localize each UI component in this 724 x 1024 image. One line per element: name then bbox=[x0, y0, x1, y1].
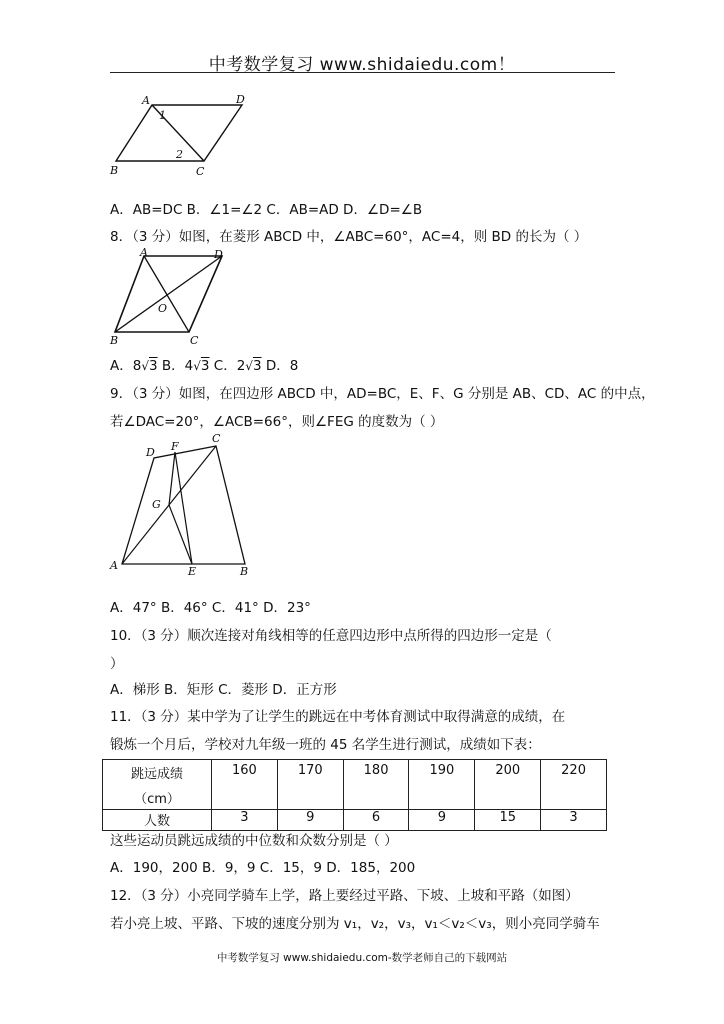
q8-option-a-radicand: 3 bbox=[148, 358, 158, 374]
q9-label-f: F bbox=[171, 440, 179, 453]
table-cell: 9 bbox=[409, 810, 475, 831]
table-row-label: 人数 bbox=[103, 810, 212, 831]
q9-label-e: E bbox=[188, 565, 197, 578]
q8-stem: 8．（3 分）如图，在菱形 ABCD 中，∠ABC=60°，AC=4，则 BD 的长为（ ） bbox=[110, 229, 588, 245]
q8-label-b: B bbox=[110, 334, 119, 347]
page-footer: 中考数学复习 www.shidaiedu.com-数学老师自己的下载网站 bbox=[216, 952, 508, 964]
table-header-label bbox=[103, 760, 212, 810]
q8-option-c-radicand: 3 bbox=[252, 358, 262, 374]
page-header-title: 中考数学复习 www.shidaiedu.com！ bbox=[208, 55, 516, 75]
table-cell: 9 bbox=[277, 810, 343, 831]
q11-stem-line1: 11．（3 分）某中学为了让学生的跳远在中考体育测试中取得满意的成绩，在 bbox=[110, 709, 566, 725]
q7-label-d: D bbox=[236, 93, 245, 106]
table-cell: 3 bbox=[212, 810, 278, 831]
q7-figure bbox=[110, 92, 260, 178]
table-header-cell: 200 bbox=[475, 760, 541, 810]
q10-stem-line1: 10．（3 分）顺次连接对角线相等的任意四边形中点所得的四边形一定是（ bbox=[110, 628, 552, 644]
q12-stem-line2: 若小亮上坡、平路、下坡的速度分别为 v₁，v₂，v₃，v₁＜v₂＜v₃，则小亮同学骑车 bbox=[110, 916, 600, 932]
q7-options: A．AB=DC B．∠1=∠2 C．AB=AD D．∠D=∠B bbox=[110, 202, 423, 218]
table-cell: 15 bbox=[475, 810, 541, 831]
q8-label-o: O bbox=[158, 302, 168, 315]
q8-option-c-prefix: C．2 bbox=[213, 358, 246, 374]
table-row bbox=[103, 810, 607, 831]
table-row bbox=[103, 760, 607, 810]
q7-label-a: A bbox=[142, 94, 150, 107]
table-cell: 6 bbox=[343, 810, 409, 831]
table-header-cell: 160 bbox=[212, 760, 278, 810]
table-header-cell: 190 bbox=[409, 760, 475, 810]
q8-option-b-radicand: 3 bbox=[200, 358, 210, 374]
header-divider bbox=[110, 72, 615, 73]
q12-stem-line1: 12．（3 分）小亮同学骑车上学，路上要经过平路、下坡、上坡和平路（如图） bbox=[110, 888, 579, 904]
q7-label-b: B bbox=[110, 164, 119, 177]
q11-stem-line2: 锻炼一个月后，学校对九年级一班的 45 名学生进行测试，成绩如下表： bbox=[110, 737, 541, 753]
q9-options: A．47° B．46° C．41° D．23° bbox=[110, 600, 311, 616]
q8-label-d: D bbox=[214, 248, 223, 261]
table-header-cell: 220 bbox=[541, 760, 607, 810]
q11-score-table bbox=[102, 759, 607, 831]
q9-figure bbox=[108, 432, 258, 576]
q8-label-c: C bbox=[190, 334, 199, 347]
q8-options: A．8√3 B．4√3 C．2√3 D．8 bbox=[110, 358, 299, 374]
table-header-label-line2: （cm） bbox=[134, 792, 180, 807]
q9-stem-line1: 9．（3 分）如图，在四边形 ABCD 中，AD=BC，E、F、G 分别是 AB、CD、AC 的中点， bbox=[110, 386, 655, 402]
q8-label-a: A bbox=[140, 246, 148, 259]
q8-figure bbox=[110, 246, 240, 347]
table-header-cell: 180 bbox=[343, 760, 409, 810]
table-header-label-line1: 跳远成绩 bbox=[130, 767, 183, 782]
table-header-cell: 170 bbox=[277, 760, 343, 810]
q10-options: A．梯形 B．矩形 C．菱形 D．正方形 bbox=[110, 682, 337, 698]
q11-options: A．190，200 B．9，9 C．15，9 D．185，200 bbox=[110, 860, 416, 876]
q8-option-d: D．8 bbox=[265, 358, 299, 374]
q9-label-g: G bbox=[152, 498, 161, 511]
q11-question: 这些运动员跳远成绩的中位数和众数分别是（ ） bbox=[110, 833, 398, 849]
q9-label-c: C bbox=[212, 432, 221, 445]
q7-label-c: C bbox=[196, 165, 205, 178]
q9-label-d: D bbox=[146, 446, 155, 459]
q8-option-b-prefix: B．4 bbox=[161, 358, 194, 374]
q9-label-a: A bbox=[110, 559, 118, 572]
q7-angle-1: 1 bbox=[159, 109, 166, 122]
q8-option-a-prefix: A．8 bbox=[110, 358, 142, 374]
q7-angle-2: 2 bbox=[176, 148, 183, 161]
q9-label-b: B bbox=[240, 565, 249, 578]
q9-stem-line2: 若∠DAC=20°，∠ACB=66°，则∠FEG 的度数为（ ） bbox=[110, 414, 444, 430]
q10-stem-line2: ） bbox=[110, 656, 124, 672]
table-cell: 3 bbox=[541, 810, 607, 831]
